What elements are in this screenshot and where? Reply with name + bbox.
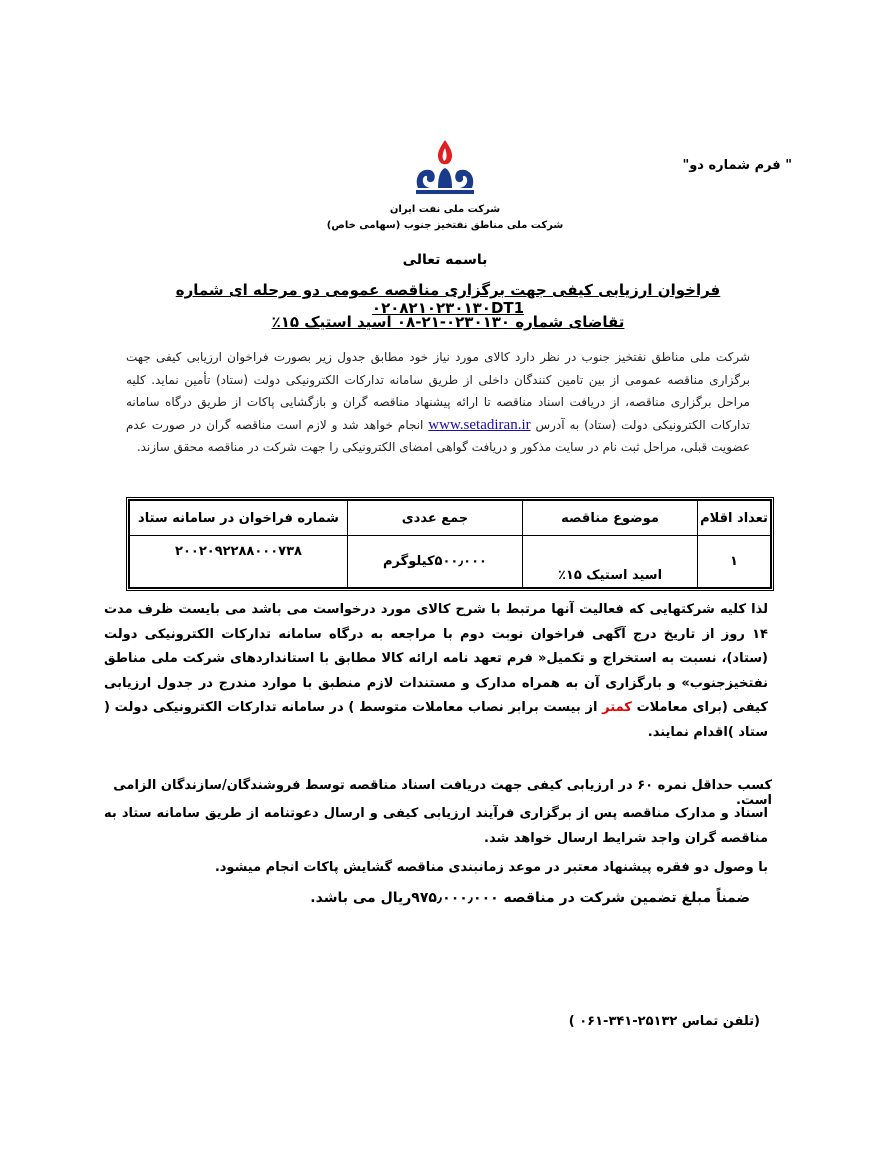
instructions-paragraph [104,598,768,746]
guarantee-amount: ضمناً مبلغ تضمین شرکت در مناقصه ۹۷۵٫۰۰۰٫۰۰۰ریال می باشد. [310,890,750,906]
form-number: " فرم شماره دو" [682,158,792,173]
cell-subject: اسید استیک ۱۵٪ [523,536,698,588]
bismillah-heading: باسمه تعالی [402,252,488,268]
highlight-less-than: کمتر [602,700,632,716]
instructions-text: لذا کلیه شرکتهایی که فعالیت آنها مرتبط با شرح کالای مورد درخواست می باشد می بایست ظرف مدت ۱۴ روز از تاریخ درج آگهی فراخوان نوبت دوم با مراجعه به درگاه سامانه تدارکات الکترونیکی دولت (ستاد)، نسبت به استخراج و تکمیل« فرم تعهد نامه ارائه کالا مطابق با استانداردهای شرکت ملی مناطق نفتخیزجنوب» و بارگزاری آن به همراه مدارک و مستندات لازم منطبق با موارد مندرج در جدول ارزیابی کیفی (برای معاملات [104,602,768,716]
opening-note: با وصول دو فقره پیشنهاد معتبر در موعد زمانبندی مناقصه گشایش پاکات انجام میشود. [214,860,768,875]
contact-phone: (تلفن تماس ۲۵۱۳۲-۳۴۱-۰۶۱ ) [568,1014,760,1029]
documents-paragraph: اسناد و مدارک مناقصه پس از برگزاری فرآیند ارزیابی کیفی و ارسال دعوتنامه از طریق سامانه ستاد به مناقصه گران واجد شرایط ارسال خواهد شد. [104,806,768,846]
table-header-row [130,501,771,536]
header-call-number: شماره فراخوان در سامانه ستاد [130,501,348,536]
page-subtitle [100,313,796,331]
setadiran-link[interactable]: www.setadiran.ir [428,416,531,433]
cell-call-number: ۲۰۰۲۰۹۲۲۸۸۰۰۰۷۳۸ [130,536,348,588]
org-subsidiary: شرکت ملی مناطق نفتخیز جنوب (سهامی خاص) [326,220,564,231]
intro-paragraph [126,346,750,459]
header-item-count: تعداد اقلام [698,501,771,536]
page-title [100,281,796,317]
org-name: شرکت ملی نفت ایران [389,204,501,215]
cell-item-count: ۱ [698,536,771,588]
title-line-2: تقاضای شماره ۰۲۳۰۱۳۰-۲۱-۰۸ اسید استیک ۱۵٪ [271,313,625,331]
title-line-1: فراخوان ارزیابی کیفی جهت برگزاری مناقصه عمومی دو مرحله ای شماره ۰۲۰۸۲۱۰۲۳۰۱۳۰DT1 [175,281,721,317]
intro-text-after-link: انجام خواهد شد و لازم است مناقصه گران در صورت عدم عضویت قبلی، مراحل ثبت نام در سایت مذکور و دریافت گواهی امضای الکترونیکی را جهت شرکت در مناقصه محقق سازند. [126,417,750,454]
nioc-logo-icon [410,138,480,196]
intro-text-before-link: شرکت ملی مناطق نفتخیز جنوب در نظر دارد کالای مورد نیاز خود مطابق جدول زیر بصورت فراخوان ارزیابی کیفی جهت برگزاری مناقصه عمومی از بین تامین کنندگان داخلی از طریق سامانه تدارکات الکترونیکی دولت (ستاد) تأمین نماید. کلیه مراحل برگزاری مناقصه، از دریافت اسناد مناقصه تا ارائه پیشنهاد مناقصه گران و بازگشایی پاکات از طریق درگاه سامانه تدارکات الکترونیکی دولت (ستاد) به آدرس [126,350,750,432]
table-row [130,536,771,588]
tender-table [126,497,774,591]
minimum-score-requirement: کسب حداقل نمره ۶۰ در ارزیابی کیفی جهت دریافت اسناد مناقصه توسط فروشندگان/سازندگان الزامی است. [113,778,772,808]
instructions-text-end: از بیست برابر نصاب معاملات متوسط ) در سامانه تدارکات الکترونیکی دولت ( ستاد )اقدام نمایند. [104,700,768,740]
header-quantity: جمع عددی [348,501,523,536]
cell-quantity: ۵۰۰٫۰۰۰کیلوگرم [348,536,523,588]
header-subject: موضوع مناقصه [523,501,698,536]
